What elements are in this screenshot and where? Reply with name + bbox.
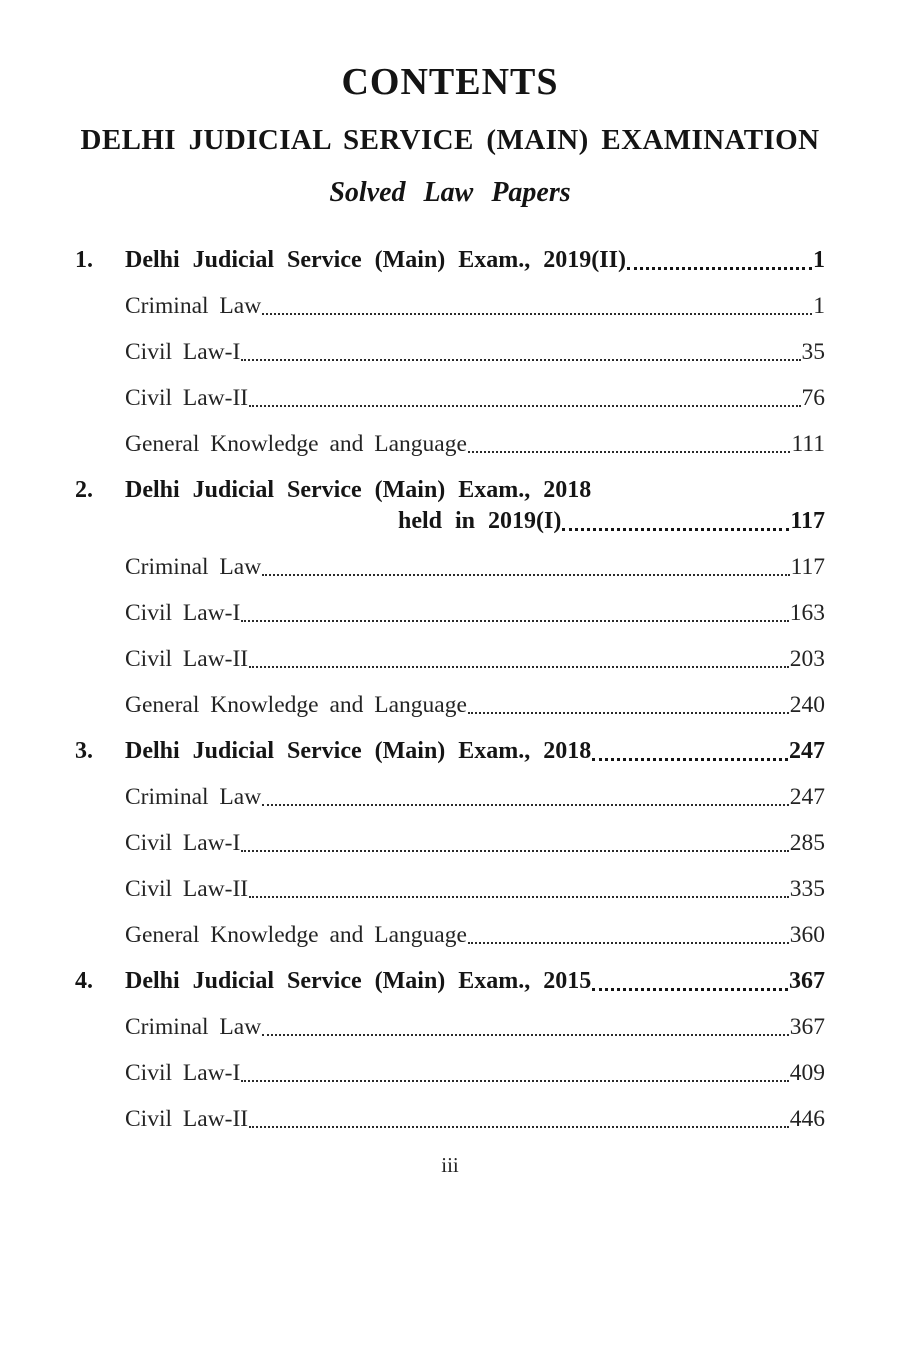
entry-page-number: 367 — [789, 968, 825, 995]
subentry-page-number: 240 — [789, 692, 825, 719]
subentry-page-number: 409 — [789, 1060, 825, 1087]
subentry-page-number: 111 — [791, 431, 825, 458]
toc-subentry-row — [75, 645, 825, 673]
dot-leader — [262, 804, 789, 806]
subentry-title: General Knowledge and Language — [125, 922, 467, 949]
entry-title: Delhi Judicial Service (Main) Exam., 2018 — [125, 738, 592, 765]
toc-entry-heading-row — [75, 737, 825, 765]
subentry-title: General Knowledge and Language — [125, 692, 467, 719]
dot-leader — [241, 359, 800, 361]
entry-number: 2. — [75, 477, 93, 504]
subentry-page-number: 247 — [789, 784, 825, 811]
toc-subentry-row — [75, 875, 825, 903]
dot-leader — [241, 1080, 788, 1082]
subentry-title: Civil Law-I — [125, 830, 241, 857]
toc-entry-heading-row — [75, 476, 825, 504]
dot-leader — [249, 405, 800, 407]
subentry-page-number: 117 — [790, 554, 825, 581]
toc-entry-4 — [75, 967, 825, 1133]
subentry-page-number: 76 — [801, 385, 825, 412]
subentry-title: Civil Law-II — [125, 646, 249, 673]
toc-subentry-row — [75, 1105, 825, 1133]
toc-entry-2 — [75, 476, 825, 719]
dot-leader — [468, 712, 789, 714]
entry-title: Delhi Judicial Service (Main) Exam., 2015 — [125, 968, 592, 995]
toc-subentry-row — [75, 921, 825, 949]
subentry-title: Civil Law-II — [125, 876, 249, 903]
toc-subentry-row — [75, 1059, 825, 1087]
subentry-title: Civil Law-I — [125, 1060, 241, 1087]
dot-leader — [468, 942, 789, 944]
entry-title-line2: held in 2019(I) — [398, 508, 562, 535]
toc-subentry-row — [75, 829, 825, 857]
subentry-title: Criminal Law — [125, 293, 262, 320]
toc-subentry-row — [75, 430, 825, 458]
dot-leader — [262, 574, 789, 576]
toc-entry-heading-row — [75, 246, 825, 274]
subentry-page-number: 360 — [789, 922, 825, 949]
toc-subentry-row — [75, 292, 825, 320]
dot-leader — [627, 267, 812, 270]
subentry-page-number: 446 — [789, 1106, 825, 1133]
subentry-title: Criminal Law — [125, 554, 262, 581]
subentry-title: Civil Law-II — [125, 385, 249, 412]
subentry-title: Civil Law-II — [125, 1106, 249, 1133]
subentry-page-number: 35 — [801, 339, 825, 366]
subentry-title: Criminal Law — [125, 784, 262, 811]
subentry-page-number: 367 — [789, 1014, 825, 1041]
toc-entry-1 — [75, 246, 825, 458]
toc-subentry-row — [75, 599, 825, 627]
dot-leader — [241, 620, 788, 622]
entry-number: 4. — [75, 968, 93, 995]
page-title: CONTENTS — [341, 61, 559, 103]
subentry-page-number: 285 — [789, 830, 825, 857]
dot-leader — [468, 451, 791, 453]
subentry-page-number: 335 — [789, 876, 825, 903]
entry-title: Delhi Judicial Service (Main) Exam., 2018 — [125, 477, 592, 504]
subentry-title: Civil Law-I — [125, 339, 241, 366]
toc-subentry-row — [75, 338, 825, 366]
dot-leader — [592, 988, 788, 991]
dot-leader — [562, 528, 789, 531]
exam-heading: DELHI JUDICIAL SERVICE (MAIN) EXAMINATION — [80, 123, 820, 156]
entry-number: 1. — [75, 247, 93, 274]
toc-entry-heading-row-line2 — [75, 507, 825, 535]
entry-page-number: 117 — [790, 508, 825, 535]
subentry-page-number: 1 — [813, 293, 825, 320]
entry-title: Delhi Judicial Service (Main) Exam., 2019(II) — [125, 247, 626, 274]
entry-number: 3. — [75, 738, 93, 765]
footer-page-number: iii — [441, 1153, 459, 1178]
dot-leader — [249, 666, 789, 668]
toc-subentry-row — [75, 553, 825, 581]
toc-entry-heading-row — [75, 967, 825, 995]
toc-subentry-row — [75, 691, 825, 719]
subentry-page-number: 163 — [789, 600, 825, 627]
subentry-page-number: 203 — [789, 646, 825, 673]
entry-page-number: 247 — [789, 738, 825, 765]
papers-subtitle: Solved Law Papers — [329, 176, 571, 208]
toc-subentry-row — [75, 384, 825, 412]
toc-subentry-row — [75, 783, 825, 811]
subentry-title: Civil Law-I — [125, 600, 241, 627]
toc-subentry-row — [75, 1013, 825, 1041]
entry-page-number: 1 — [813, 247, 825, 274]
dot-leader — [249, 1126, 789, 1128]
toc-entry-3 — [75, 737, 825, 949]
subentry-title: General Knowledge and Language — [125, 431, 467, 458]
dot-leader — [241, 850, 788, 852]
subentry-title: Criminal Law — [125, 1014, 262, 1041]
dot-leader — [592, 758, 788, 761]
table-of-contents — [75, 246, 825, 1133]
page-footer — [75, 1151, 825, 1179]
dot-leader — [249, 896, 789, 898]
dot-leader — [262, 313, 812, 315]
dot-leader — [262, 1034, 789, 1036]
